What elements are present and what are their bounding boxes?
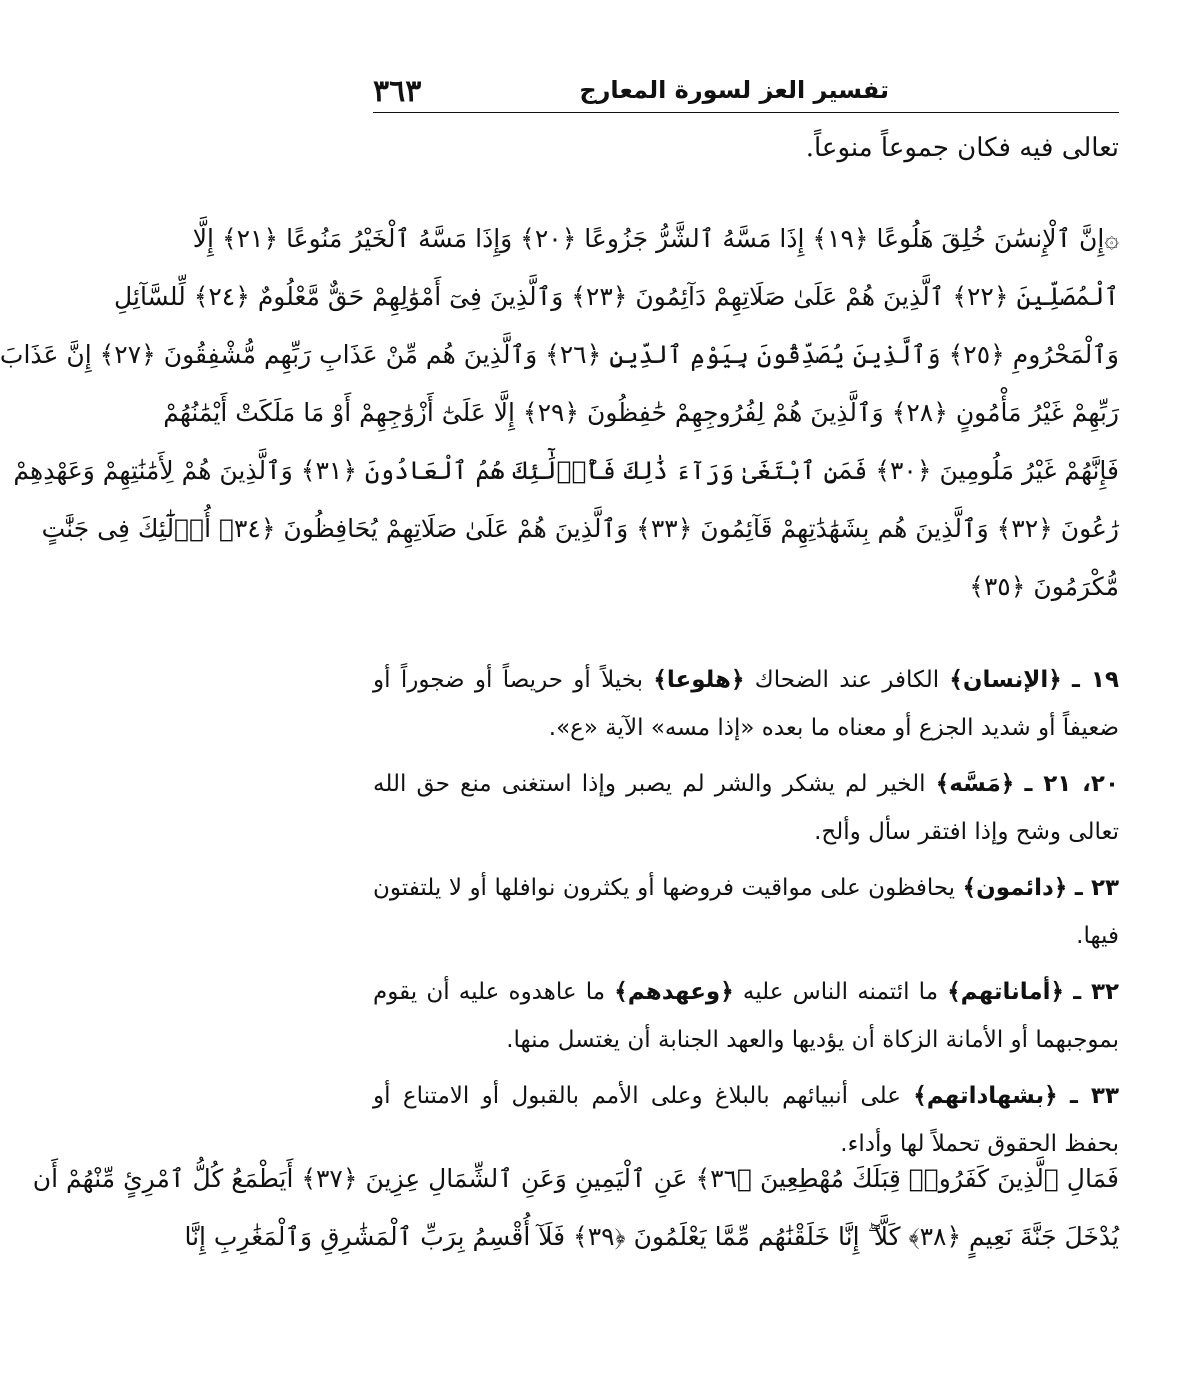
note-text: بخيلاً أو حريصاً أو ضجوراً أو ضعيفاً أو شديد الجزع أو معناه ما بعده «إذا مسه» الآية «ع». xyxy=(373,667,1119,741)
note-text: الكافر عند الضحاك xyxy=(744,667,950,693)
quran-passage-2 xyxy=(32,1150,1119,1266)
quran-line: رَبِّهِمْ غَيْرُ مَأْمُونٍ ﴿٢٨﴾ وَٱلَّذِينَ هُمْ لِفُرُوجِهِمْ حَٰفِظُونَ ﴿٢٩﴾ إِلَّا عَلَىٰٓ أَزْوَٰجِهِمْ أَوْ مَا مَلَكَتْ أَيْمَٰنُهُمْ xyxy=(163,398,1119,427)
note-keyword: ﴿دائمون﴾ xyxy=(962,875,1068,901)
note-keyword: ﴿أماناتهم﴾ xyxy=(947,979,1065,1005)
page-header xyxy=(373,68,1119,113)
commentary-notes xyxy=(373,656,1119,1168)
note-paragraph xyxy=(373,968,1119,1064)
note-text: الخير لم يشكر والشر لم يصبر وإذا استغنى منع حق الله تعالى وشح وإذا افتقر سأل وألح. xyxy=(373,771,1119,845)
running-title: تفسير العز لسورة المعارج xyxy=(579,76,889,104)
note-number: ٣٢ ـ xyxy=(1073,979,1120,1005)
quran-line: مُّكْرَمُونَ ﴿٣٥﴾ xyxy=(969,572,1119,601)
quran-line: ٱلْمُصَلِّينَ ﴿٢٢﴾ ٱلَّذِينَ هُمْ عَلَىٰ صَلَاتِهِمْ دَآئِمُونَ ﴿٢٣﴾ وَٱلَّذِينَ فِىٓ أَمْوَٰلِهِمْ حَقٌّ مَّعْلُومٌ ﴿٢٤﴾ لِّلسَّآئِلِ xyxy=(114,282,1119,311)
note-keyword: ﴿هلوعا﴾ xyxy=(653,667,745,693)
note-paragraph xyxy=(373,760,1119,856)
note-keyword: ﴿بشهاداتهم﴾ xyxy=(913,1083,1058,1109)
note-number: ٢٣ ـ xyxy=(1074,875,1120,901)
intro-text: تعالى فيه فكان جموعاً منوعاً. xyxy=(805,133,1119,163)
note-text: على أنبيائهم بالبلاغ وعلى الأمم بالقبول أو الامتناع أو بحفظ الحقوق تحملاً لها وأداء. xyxy=(373,1083,1119,1157)
quran-line: ۞إِنَّ ٱلْإِنسَٰنَ خُلِقَ هَلُوعًا ﴿١٩﴾ إِذَا مَسَّهُ ٱلشَّرُّ جَزُوعًا ﴿٢٠﴾ وَإِذَا مَسَّهُ ٱلْخَيْرُ مَنُوعًا ﴿٢١﴾ إِلَّا xyxy=(192,224,1119,253)
note-paragraph xyxy=(373,656,1119,752)
quran-line: يُدْخَلَ جَنَّةَ نَعِيمٍ ﴿٣٨﴾ كَلَّآ ۖ إِنَّا خَلَقْنَٰهُم مِّمَّا يَعْلَمُونَ ﴿٣٩﴾ فَلَآ أُقْسِمُ بِرَبِّ ٱلْمَشَٰرِقِ وَٱلْمَغَٰرِبِ إِنَّا xyxy=(184,1222,1119,1251)
quran-line: فَإِنَّهُمْ غَيْرُ مَلُومِينَ ﴿٣٠﴾ فَمَنِ ٱبْتَغَىٰ وَرَآءَ ذَٰلِكَ فَأُو۟لَٰٓئِكَ هُمُ ٱلْعَادُونَ ﴿٣١﴾ وَٱلَّذِينَ هُمْ لِأَمَٰنَٰتِهِمْ وَعَهْدِهِمْ xyxy=(13,456,1119,485)
note-keyword: ﴿مَسَّه﴾ xyxy=(935,771,1015,797)
note-number: ٣٣ ـ xyxy=(1070,1083,1119,1109)
note-number: ٢٠، ٢١ ـ xyxy=(1024,771,1119,797)
note-keyword: ﴿الإنسان﴾ xyxy=(949,667,1062,693)
page-number: ٣٦٣ xyxy=(373,74,422,109)
note-number: ١٩ ـ xyxy=(1072,667,1119,693)
note-paragraph xyxy=(373,864,1119,960)
note-keyword: ﴿وعهدهم﴾ xyxy=(614,979,734,1005)
note-text: ما عاهدوه عليه أن يقوم بموجبهما أو الأمانة الزكاة أن يؤديها والعهد الجنابة أن يغتسل منها. xyxy=(373,979,1119,1053)
quran-line: وَٱلْمَحْرُومِ ﴿٢٥﴾ وَٱلَّذِينَ يُصَدِّقُونَ بِيَوْمِ ٱلدِّينِ ﴿٢٦﴾ وَٱلَّذِينَ هُم مِّنْ عَذَابِ رَبِّهِم مُّشْفِقُونَ ﴿٢٧﴾ إِنَّ عَذَابَ xyxy=(0,340,1119,369)
note-text: يحافظون على مواقيت فروضها أو يكثرون نوافلها أو لا يلتفتون فيها. xyxy=(373,875,1119,949)
note-text: ما ائتمنه الناس عليه xyxy=(733,979,948,1005)
quran-line: رَٰعُونَ ﴿٣٢﴾ وَٱلَّذِينَ هُم بِشَهَٰدَٰتِهِمْ قَآئِمُونَ ﴿٣٣﴾ وَٱلَّذِينَ هُمْ عَلَىٰ صَلَاتِهِمْ يُحَافِظُونَ ﴿٣٤﴾ أُو۟لَٰٓئِكَ فِى جَنَّٰتٍ xyxy=(41,514,1119,543)
quran-line: فَمَالِ ٱلَّذِينَ كَفَرُوا۟ قِبَلَكَ مُهْطِعِينَ ﴿٣٦﴾ عَنِ ٱلْيَمِينِ وَعَنِ ٱلشِّمَالِ عِزِينَ ﴿٣٧﴾ أَيَطْمَعُ كُلُّ ٱمْرِئٍ مِّنْهُمْ أَن xyxy=(32,1164,1119,1193)
quran-passage-1 xyxy=(0,210,1119,616)
